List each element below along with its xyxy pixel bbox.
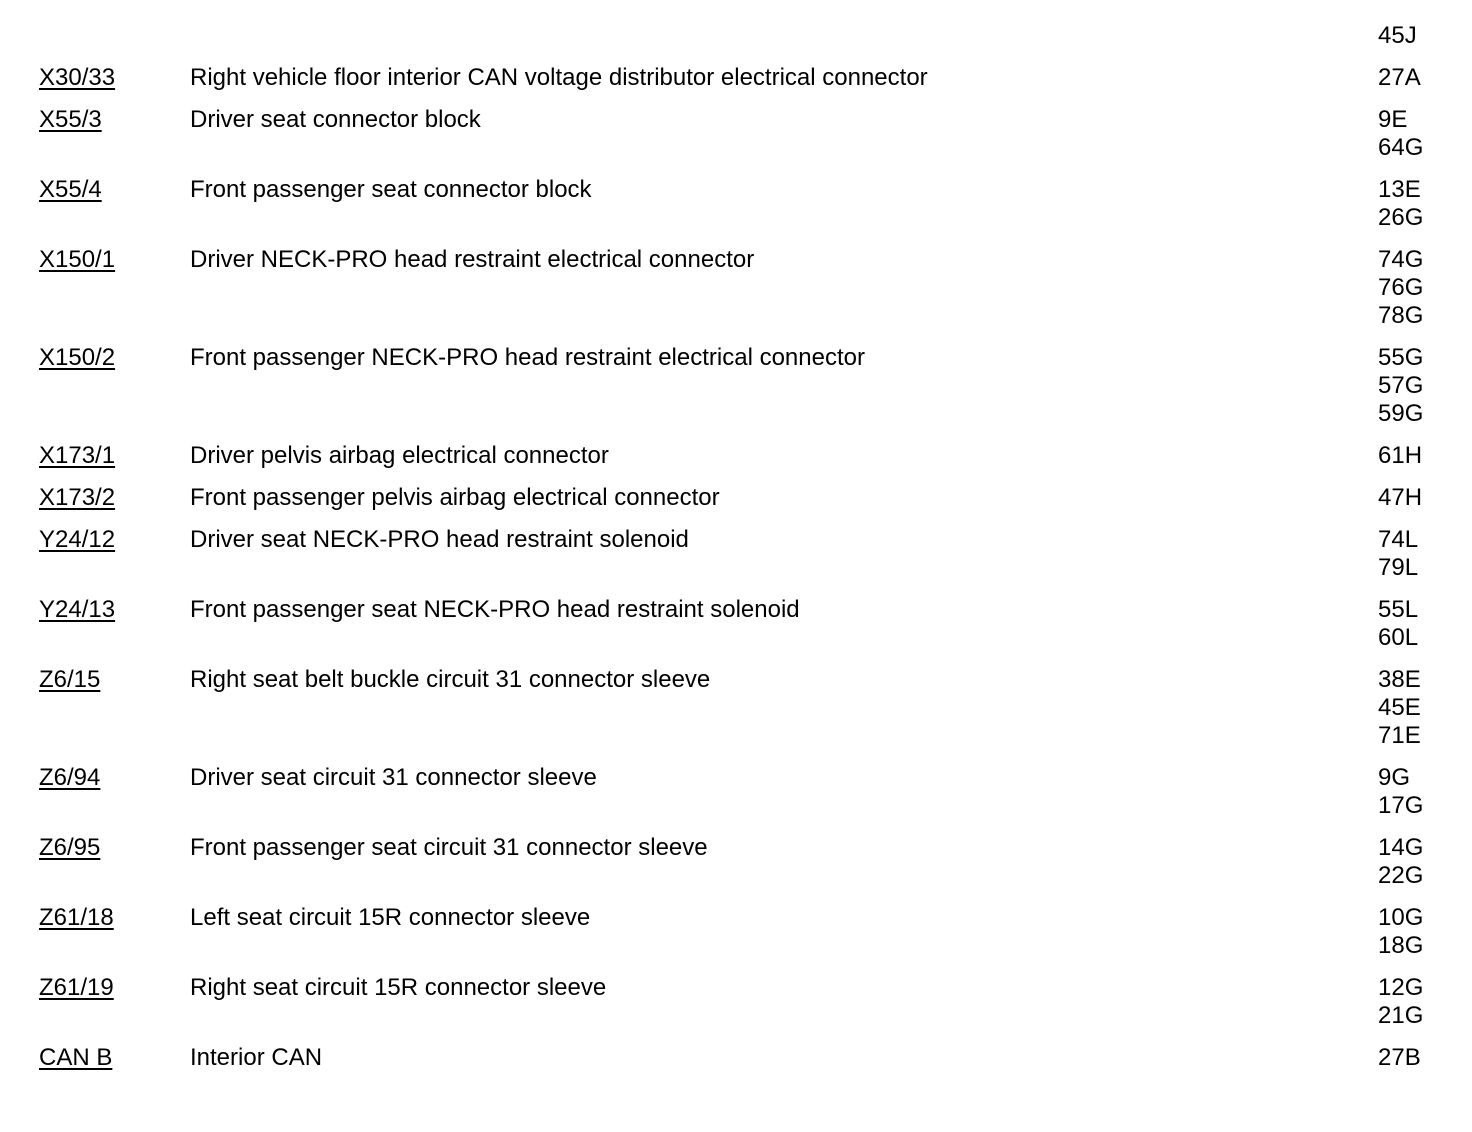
legend-row: [0, 666, 1472, 750]
grid-reference-list: [1378, 526, 1418, 582]
component-code-link[interactable]: Z6/95: [39, 834, 101, 861]
component-description: Left seat circuit 15R connector sleeve: [190, 904, 591, 931]
component-code-link[interactable]: X55/4: [39, 176, 102, 203]
legend-row: [0, 176, 1472, 232]
component-code-link[interactable]: Z6/15: [39, 666, 101, 693]
grid-reference-list: [1378, 106, 1423, 162]
legend-row: [0, 484, 1472, 512]
grid-reference: 27A: [1378, 64, 1421, 91]
grid-reference: 14G: [1378, 834, 1424, 861]
component-description: Driver seat connector block: [190, 106, 481, 133]
grid-reference-list: [1378, 176, 1423, 232]
grid-reference-list: [1378, 834, 1423, 890]
legend-row: [0, 526, 1472, 582]
grid-reference-list: [1378, 246, 1423, 330]
legend-row: [0, 442, 1472, 470]
grid-reference: 60L: [1378, 624, 1419, 651]
grid-reference: 61H: [1378, 442, 1423, 469]
grid-reference: 21G: [1378, 1002, 1424, 1029]
legend-row: [0, 904, 1472, 960]
grid-reference-list: [1378, 484, 1422, 512]
component-description: Driver seat circuit 31 connector sleeve: [190, 764, 597, 791]
grid-reference-list: [1378, 596, 1418, 652]
grid-reference: 22G: [1378, 862, 1424, 889]
legend-row: [0, 64, 1472, 92]
component-description: Front passenger seat connector block: [190, 176, 592, 203]
component-description: Driver seat NECK-PRO head restraint solenoid: [190, 526, 689, 553]
grid-reference: 57G: [1378, 372, 1424, 399]
grid-reference-list: [1378, 442, 1422, 470]
legend-row: [0, 834, 1472, 890]
grid-reference-list: [1378, 1044, 1421, 1072]
grid-reference: 27B: [1378, 1044, 1421, 1071]
component-description: Front passenger seat NECK-PRO head restraint solenoid: [190, 596, 800, 623]
component-code-link[interactable]: Z6/94: [39, 764, 101, 791]
grid-reference: 74L: [1378, 526, 1419, 553]
grid-reference: 79L: [1378, 554, 1419, 581]
legend-row: [0, 1044, 1472, 1072]
grid-reference: 74G: [1378, 246, 1424, 273]
component-code-link[interactable]: CAN B: [39, 1044, 113, 1071]
component-legend: [0, 22, 1472, 1086]
grid-reference: 55L: [1378, 596, 1419, 623]
grid-reference-list: [1378, 904, 1423, 960]
grid-reference: 17G: [1378, 792, 1424, 819]
component-code-link[interactable]: Z61/18: [39, 904, 114, 931]
component-code-link[interactable]: X173/2: [39, 484, 116, 511]
grid-reference-list: [1378, 64, 1421, 92]
component-code-link[interactable]: X30/33: [39, 64, 116, 91]
grid-reference: 47H: [1378, 484, 1423, 511]
legend-row: [0, 764, 1472, 820]
grid-reference: 45J: [1378, 22, 1417, 49]
legend-row: [0, 974, 1472, 1030]
legend-row: [0, 596, 1472, 652]
component-code-link[interactable]: Y24/13: [39, 596, 116, 623]
component-description: Right seat belt buckle circuit 31 connector sleeve: [190, 666, 711, 693]
grid-reference: 9E: [1378, 106, 1408, 133]
grid-reference-list: [1378, 764, 1423, 820]
grid-reference-list: [1378, 974, 1423, 1030]
component-description: Right seat circuit 15R connector sleeve: [190, 974, 607, 1001]
grid-reference: 9G: [1378, 764, 1411, 791]
grid-reference: 55G: [1378, 344, 1424, 371]
grid-reference: 45E: [1378, 694, 1421, 721]
component-code-link[interactable]: Y24/12: [39, 526, 116, 553]
component-code-link[interactable]: X150/1: [39, 246, 116, 273]
grid-reference: 38E: [1378, 666, 1421, 693]
grid-reference: 26G: [1378, 204, 1424, 231]
grid-reference: 12G: [1378, 974, 1424, 1001]
legend-row: [0, 106, 1472, 162]
component-description: Right vehicle floor interior CAN voltage distributor electrical connector: [190, 64, 928, 91]
grid-reference: 10G: [1378, 904, 1424, 931]
grid-reference: 59G: [1378, 400, 1424, 427]
legend-row: [0, 344, 1472, 428]
grid-reference-list: [1378, 344, 1423, 428]
component-description: Front passenger NECK-PRO head restraint electrical connector: [190, 344, 865, 371]
component-code-link[interactable]: Z61/19: [39, 974, 114, 1001]
component-description: [190, 22, 1378, 50]
grid-reference: 71E: [1378, 722, 1421, 749]
component-code-link[interactable]: X55/3: [39, 106, 102, 133]
component-description: Interior CAN: [190, 1044, 323, 1071]
component-code-link[interactable]: X150/2: [39, 344, 116, 371]
grid-reference: 78G: [1378, 302, 1424, 329]
component-description: Driver NECK-PRO head restraint electrical connector: [190, 246, 755, 273]
component-description: Driver pelvis airbag electrical connector: [190, 442, 609, 469]
grid-reference-list: [1378, 666, 1421, 750]
grid-reference: 76G: [1378, 274, 1424, 301]
grid-reference: 64G: [1378, 134, 1424, 161]
component-code-link[interactable]: [0, 22, 190, 50]
component-description: Front passenger pelvis airbag electrical connector: [190, 484, 720, 511]
grid-reference-list: [1378, 22, 1417, 50]
grid-reference: 18G: [1378, 932, 1424, 959]
legend-row: [0, 246, 1472, 330]
legend-row: [0, 22, 1472, 50]
component-code-link[interactable]: X173/1: [39, 442, 116, 469]
component-description: Front passenger seat circuit 31 connector sleeve: [190, 834, 708, 861]
grid-reference: 13E: [1378, 176, 1421, 203]
